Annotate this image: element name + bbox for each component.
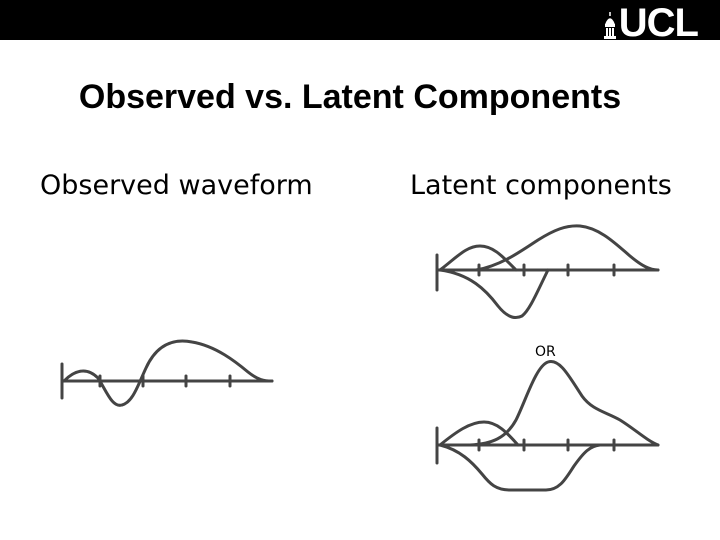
sustained-negative-component	[440, 445, 600, 490]
ucl-logo	[603, 1, 698, 45]
negative-component	[440, 270, 548, 318]
logo-text: UCL	[618, 1, 698, 45]
latent-components-diagram-1	[430, 220, 665, 325]
latent-components-diagram-2	[430, 355, 665, 495]
slide-title: Observed vs. Latent Components	[78, 78, 622, 116]
latent-components-heading: Latent components	[410, 170, 672, 201]
late-positive-component	[476, 226, 658, 270]
late-positive-component	[470, 361, 658, 445]
portico-dome-icon	[603, 10, 617, 40]
observed-waveform-heading: Observed waveform	[40, 170, 313, 201]
or-label: OR	[535, 344, 556, 360]
observed-waveform-curve	[64, 341, 272, 405]
observed-waveform-diagram	[55, 330, 280, 410]
header-bar	[0, 0, 720, 45]
